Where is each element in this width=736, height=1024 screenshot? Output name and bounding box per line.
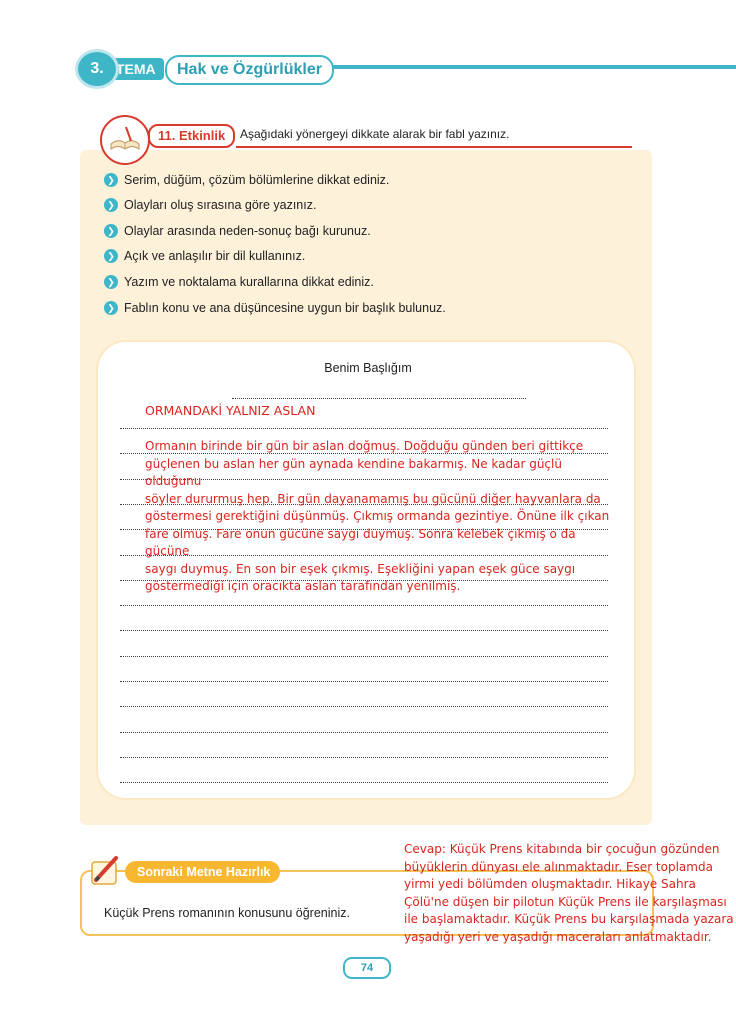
story-line: söyler dururmuş hep. Bir gün dayanamamış bu gücünü diğer hayvanlara da bbox=[145, 491, 601, 506]
answer-line: yirmi yedi bölümden oluşmaktadır. Hikaye Sahra bbox=[404, 877, 696, 892]
writing-line bbox=[120, 782, 608, 783]
writing-line bbox=[120, 605, 608, 606]
guideline-item bbox=[104, 173, 389, 187]
writing-line bbox=[120, 757, 608, 758]
writing-line bbox=[120, 428, 608, 429]
activity-label: 11. Etkinlik bbox=[148, 124, 235, 148]
story-text bbox=[145, 438, 621, 596]
writing-line bbox=[120, 732, 608, 733]
chevron-right-icon: ❯ bbox=[104, 173, 118, 187]
guideline-item bbox=[104, 249, 305, 263]
open-book-icon bbox=[100, 115, 150, 165]
theme-number: 3. bbox=[78, 52, 116, 86]
writing-line bbox=[120, 656, 608, 657]
answer-line: büyüklerin dünyası ele alınmaktadır. Eser toplamda bbox=[404, 859, 713, 874]
guideline-item bbox=[104, 301, 446, 315]
guideline-text: Olaylar arasında neden-sonuç bağı kurunuz. bbox=[124, 224, 371, 238]
story-line: fare olmuş. Fare onun gücüne saygı duymuş. Sonra kelebek çıkmış o da gücüne bbox=[145, 526, 576, 558]
guideline-text: Olayları oluş sırasına göre yazınız. bbox=[124, 198, 317, 212]
next-text-task: Küçük Prens romanının konusunu öğreniniz. bbox=[104, 906, 350, 920]
guideline-item bbox=[104, 275, 374, 289]
story-line: saygı duymuş. En son bir eşek çıkmış. Eşekliğini yapan eşek güce saygı bbox=[145, 561, 576, 576]
next-text-label: Sonraki Metne Hazırlık bbox=[125, 861, 280, 883]
header-rule bbox=[318, 65, 736, 69]
pencil-note-icon bbox=[86, 852, 124, 890]
writing-line bbox=[232, 398, 526, 399]
guideline-text: Fablın konu ve ana düşüncesine uygun bir başlık bulunuz. bbox=[124, 301, 446, 315]
guideline-text: Yazım ve noktalama kurallarına dikkat ediniz. bbox=[124, 275, 374, 289]
chevron-right-icon: ❯ bbox=[104, 198, 118, 212]
story-line: göstermesi gerektiğini düşünmüş. Çıkmış ormanda gezintiye. Önüne ilk çıkan bbox=[145, 509, 610, 523]
answer-line: yaşadığı yeri ve yaşadığı maceraları anlatmaktadır. bbox=[404, 929, 712, 944]
chevron-right-icon: ❯ bbox=[104, 224, 118, 238]
theme-title: Hak ve Özgürlükler bbox=[165, 55, 334, 85]
writing-line bbox=[120, 630, 608, 631]
guideline-text: Serim, düğüm, çözüm bölümlerine dikkat ediniz. bbox=[124, 173, 390, 187]
chevron-right-icon: ❯ bbox=[104, 275, 118, 289]
activity-rule bbox=[236, 146, 632, 148]
story-title: ORMANDAKİ YALNIZ ASLAN bbox=[145, 403, 316, 418]
activity-instruction: Aşağıdaki yönergeyi dikkate alarak bir fabl yazınız. bbox=[240, 127, 510, 141]
guideline-text: Açık ve anlaşılır bir dil kullanınız. bbox=[124, 249, 306, 263]
writing-line bbox=[120, 681, 608, 682]
answer-text bbox=[404, 841, 734, 947]
writing-heading: Benim Başlığım bbox=[324, 361, 412, 375]
story-line: güçlenen bu aslan her gün aynada kendine bakarmış. Ne kadar güçlü olduğunu bbox=[145, 456, 562, 488]
chevron-right-icon: ❯ bbox=[104, 301, 118, 315]
story-line: göstermediği için oracıkta aslan tarafından yenilmiş. bbox=[145, 579, 461, 593]
story-line: Ormanın birinde bir gün bir aslan doğmuş. Doğduğu günden beri gittikçe bbox=[145, 439, 584, 453]
theme-word: TEMA bbox=[112, 58, 164, 80]
answer-line: ile başlamaktadır. Küçük Prens bu karşılaşmada yazara bbox=[404, 912, 734, 927]
chevron-right-icon: ❯ bbox=[104, 249, 118, 263]
guideline-item bbox=[104, 198, 316, 212]
writing-line bbox=[120, 706, 608, 707]
answer-line: Çölü'ne düşen bir pilotun Küçük Prens ile karşılaşması bbox=[404, 894, 727, 909]
guideline-item bbox=[104, 224, 371, 238]
answer-line: Cevap: Küçük Prens kitabında bir çocuğun gözünden bbox=[404, 842, 720, 856]
page-number: 74 bbox=[343, 957, 391, 979]
